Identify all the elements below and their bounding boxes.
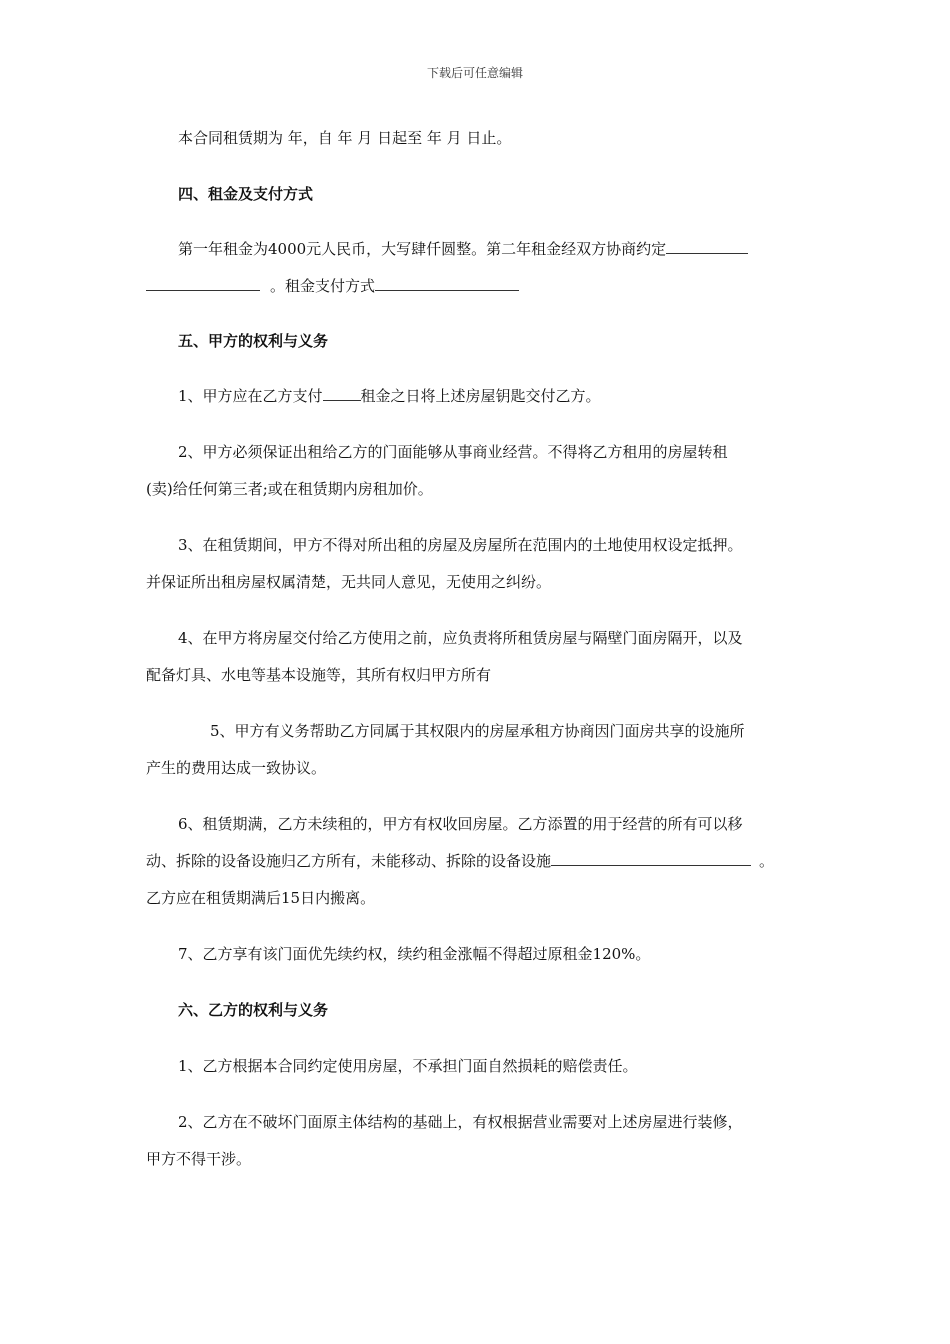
rent-line [178, 239, 748, 259]
party-a-item-1 [178, 386, 601, 406]
fill-blank [146, 276, 260, 291]
party-a-item-5-cont: 产生的费用达成一致协议。 [146, 759, 327, 777]
fill-blank [551, 851, 751, 866]
fill-blank [666, 239, 748, 254]
party-a-item-4-cont: 配备灯具、水电等基本设施等，其所有权归甲方所有 [146, 666, 492, 684]
rent-line-2 [146, 276, 519, 296]
party-b-item-1: 1、乙方根据本合同约定使用房屋，不承担门面自然损耗的赔偿责任。 [178, 1057, 638, 1075]
party-a-item-7: 7、乙方享有该门面优先续约权，续约租金涨幅不得超过原租金120%。 [178, 945, 651, 963]
rent-text: 第一年租金为4000元人民币，大写肆仟圆整。第二年租金经双方协商约定 [178, 240, 667, 258]
section-heading-party-b: 六、乙方的权利与义务 [178, 1001, 329, 1019]
fill-blank [375, 276, 519, 291]
payment-method-text: 。租金支付方式 [270, 277, 376, 295]
section-heading-party-a: 五、甲方的权利与义务 [178, 332, 329, 350]
party-a-item-2: 2、甲方必须保证出租给乙方的门面能够从事商业经营。不得将乙方租用的房屋转租 [178, 443, 728, 461]
party-a-item-4: 4、在甲方将房屋交付给乙方使用之前，应负责将所租赁房屋与隔壁门面房隔开，以及 [178, 629, 743, 647]
lease-term-line: 本合同租赁期为 年，自 年 月 日起至 年 月 日止。 [178, 129, 512, 147]
item-text: 租金之日将上述房屋钥匙交付乙方。 [360, 387, 601, 405]
party-b-item-2: 2、乙方在不破坏门面原主体结构的基础上，有权根据营业需要对上述房屋进行装修， [178, 1113, 743, 1131]
item-text: 。 [759, 852, 775, 870]
party-a-item-6-cont [146, 851, 774, 871]
section-heading-rent: 四、租金及支付方式 [178, 185, 314, 203]
party-a-item-5: 5、甲方有义务帮助乙方同属于其权限内的房屋承租方协商因门面房共享的设施所 [210, 722, 745, 740]
party-b-item-2-cont: 甲方不得干涉。 [146, 1150, 252, 1168]
party-a-item-3: 3、在租赁期间，甲方不得对所出租的房屋及房屋所在范围内的土地使用权设定抵押。 [178, 536, 743, 554]
item-text: 1、甲方应在乙方支付 [178, 387, 323, 405]
page-header: 下载后可任意编辑 [426, 66, 523, 80]
party-a-item-6: 6、租赁期满，乙方未续租的，甲方有权收回房屋。乙方添置的用于经营的所有可以移 [178, 815, 743, 833]
party-a-item-6-cont-2: 乙方应在租赁期满后15日内搬离。 [146, 889, 376, 907]
fill-blank [323, 386, 361, 401]
party-a-item-3-cont: 并保证所出租房屋权属清楚，无共同人意见，无使用之纠纷。 [146, 573, 552, 591]
item-text: 动、拆除的设备设施归乙方所有，未能移动、拆除的设备设施 [146, 852, 552, 870]
party-a-item-2-cont: (卖)给任何第三者;或在租赁期内房租加价。 [146, 480, 433, 498]
